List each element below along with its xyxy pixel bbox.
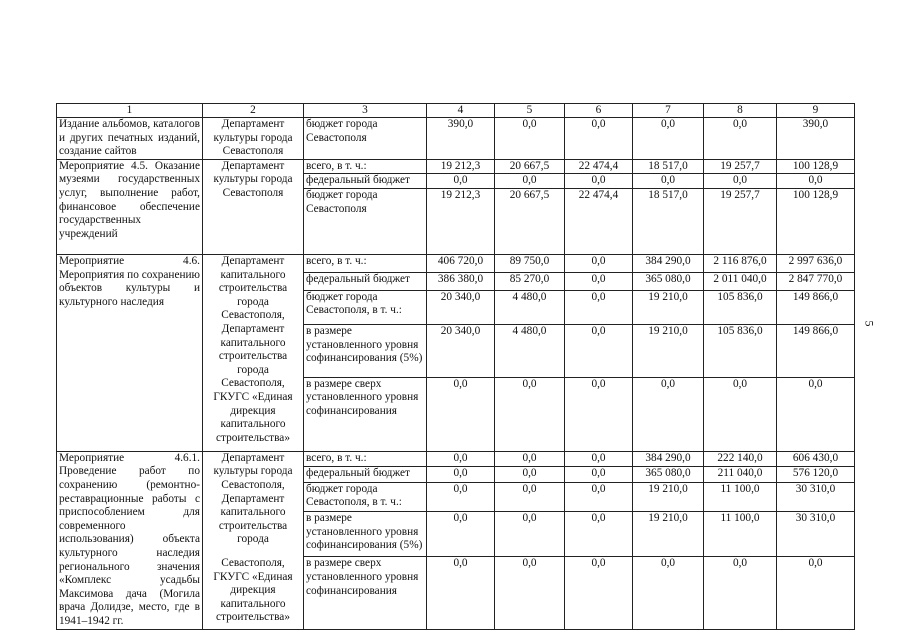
amount-cell: 0,0 xyxy=(565,482,633,512)
measure-name: Издание альбомов, каталогов и других печатных изданий, создание сайтов xyxy=(57,118,203,160)
amount-cell: 0,0 xyxy=(704,377,777,451)
amount-cell: 19 212,3 xyxy=(427,159,495,174)
amount-cell: 22 474,4 xyxy=(565,159,633,174)
amount-cell: 0,0 xyxy=(565,118,633,160)
amount-cell: 100 128,9 xyxy=(777,188,855,254)
amount-cell: 0,0 xyxy=(777,377,855,451)
header-row xyxy=(57,104,855,118)
amount-cell: 0,0 xyxy=(427,557,495,629)
amount-cell: 19 210,0 xyxy=(633,290,704,324)
funding-source: бюджет города Севастополя xyxy=(304,188,427,254)
amount-cell: 20 667,5 xyxy=(495,159,565,174)
amount-cell: 149 866,0 xyxy=(777,290,855,324)
executor: Севастополя, ГКУГС «Единая дирекция капитального строительства» xyxy=(203,557,304,629)
amount-cell: 0,0 xyxy=(633,557,704,629)
amount-cell: 30 310,0 xyxy=(777,512,855,557)
funding-source: бюджет города Севастополя, в т. ч.: xyxy=(304,482,427,512)
funding-source: бюджет города Севастополя xyxy=(304,118,427,160)
amount-cell: 0,0 xyxy=(777,174,855,189)
funding-source: федеральный бюджет xyxy=(304,272,427,290)
executor: Севастополя, ГКУГС «Единая дирекция капитального строительства» xyxy=(203,377,304,451)
amount-cell: 4 480,0 xyxy=(495,290,565,324)
amount-cell: 386 380,0 xyxy=(427,272,495,290)
amount-cell: 0,0 xyxy=(565,512,633,557)
column-header-7: 7 xyxy=(633,104,704,118)
funding-source: в размере сверх установленного уровня софинансирования xyxy=(304,377,427,451)
column-header-3: 3 xyxy=(304,104,427,118)
amount-cell: 0,0 xyxy=(495,512,565,557)
amount-cell: 384 290,0 xyxy=(633,254,704,272)
amount-cell: 0,0 xyxy=(777,557,855,629)
amount-cell: 0,0 xyxy=(427,467,495,482)
amount-cell: 0,0 xyxy=(495,467,565,482)
amount-cell: 0,0 xyxy=(633,118,704,160)
amount-cell: 0,0 xyxy=(565,254,633,272)
executor: Департамент культуры города Севастополя, Департамент капитального строительства города xyxy=(203,451,304,557)
measure-name: Мероприятие 4.6. Мероприятия по сохранению объектов культуры и культурного наследия xyxy=(57,254,203,451)
amount-cell: 2 847 770,0 xyxy=(777,272,855,290)
executor: Департамент капитального строительства города Севастополя, Департамент капитального строительства города xyxy=(203,254,304,377)
amount-cell: 365 080,0 xyxy=(633,272,704,290)
amount-cell: 105 836,0 xyxy=(704,325,777,378)
amount-cell: 20 340,0 xyxy=(427,290,495,324)
column-header-6: 6 xyxy=(565,104,633,118)
amount-cell: 0,0 xyxy=(427,451,495,466)
amount-cell: 390,0 xyxy=(777,118,855,160)
amount-cell: 0,0 xyxy=(495,174,565,189)
measure-name: Мероприятие 4.5. Оказание музеями государственных услуг, выполнение работ, финансовое обеспечение государственных учреждений xyxy=(57,159,203,254)
amount-cell: 19 210,0 xyxy=(633,325,704,378)
table-row xyxy=(57,159,855,174)
amount-cell: 0,0 xyxy=(565,325,633,378)
amount-cell: 149 866,0 xyxy=(777,325,855,378)
amount-cell: 2 116 876,0 xyxy=(704,254,777,272)
program-table-page xyxy=(56,103,854,630)
amount-cell: 30 310,0 xyxy=(777,482,855,512)
amount-cell: 2 011 040,0 xyxy=(704,272,777,290)
funding-source: федеральный бюджет xyxy=(304,174,427,189)
column-header-8: 8 xyxy=(704,104,777,118)
amount-cell: 0,0 xyxy=(565,557,633,629)
amount-cell: 0,0 xyxy=(495,557,565,629)
amount-cell: 0,0 xyxy=(565,377,633,451)
amount-cell: 85 270,0 xyxy=(495,272,565,290)
amount-cell: 390,0 xyxy=(427,118,495,160)
amount-cell: 11 100,0 xyxy=(704,482,777,512)
measure-name: Мероприятие 4.6.1. Проведение работ по сохранению (ремонтно-реставрационные работы с приспособлением для современного использования) объекта культурного наследия регионального значения «Комплекс усадьбы Максимова дача (Могила врача Долидзе, место, где в 1941–1942 гг. xyxy=(57,451,203,629)
funding-source: в размере установленного уровня софинансирования (5%) xyxy=(304,325,427,378)
amount-cell: 19 212,3 xyxy=(427,188,495,254)
column-header-9: 9 xyxy=(777,104,855,118)
funding-source: в размере сверх установленного уровня софинансирования xyxy=(304,557,427,629)
table-row xyxy=(57,118,855,160)
funding-source: всего, в т. ч.: xyxy=(304,159,427,174)
amount-cell: 365 080,0 xyxy=(633,467,704,482)
amount-cell: 18 517,0 xyxy=(633,159,704,174)
amount-cell: 0,0 xyxy=(704,174,777,189)
amount-cell: 105 836,0 xyxy=(704,290,777,324)
amount-cell: 0,0 xyxy=(495,377,565,451)
executor: Департамент культуры города Севастополя xyxy=(203,118,304,160)
amount-cell: 211 040,0 xyxy=(704,467,777,482)
amount-cell: 19 210,0 xyxy=(633,482,704,512)
funding-source: в размере установленного уровня софинансирования (5%) xyxy=(304,512,427,557)
amount-cell: 100 128,9 xyxy=(777,159,855,174)
funding-source: всего, в т. ч.: xyxy=(304,451,427,466)
amount-cell: 576 120,0 xyxy=(777,467,855,482)
funding-table xyxy=(56,103,855,630)
amount-cell: 2 997 636,0 xyxy=(777,254,855,272)
amount-cell: 0,0 xyxy=(495,482,565,512)
amount-cell: 19 210,0 xyxy=(633,512,704,557)
amount-cell: 22 474,4 xyxy=(565,188,633,254)
column-header-2: 2 xyxy=(203,104,304,118)
amount-cell: 0,0 xyxy=(427,377,495,451)
amount-cell: 0,0 xyxy=(565,174,633,189)
amount-cell: 20 667,5 xyxy=(495,188,565,254)
amount-cell: 4 480,0 xyxy=(495,325,565,378)
table-row xyxy=(57,451,855,466)
amount-cell: 0,0 xyxy=(565,290,633,324)
amount-cell: 19 257,7 xyxy=(704,188,777,254)
amount-cell: 20 340,0 xyxy=(427,325,495,378)
amount-cell: 19 257,7 xyxy=(704,159,777,174)
amount-cell: 384 290,0 xyxy=(633,451,704,466)
amount-cell: 0,0 xyxy=(565,272,633,290)
amount-cell: 0,0 xyxy=(704,118,777,160)
column-header-5: 5 xyxy=(495,104,565,118)
amount-cell: 0,0 xyxy=(633,174,704,189)
funding-source: всего, в т. ч.: xyxy=(304,254,427,272)
amount-cell: 0,0 xyxy=(427,512,495,557)
amount-cell: 11 100,0 xyxy=(704,512,777,557)
amount-cell: 0,0 xyxy=(427,174,495,189)
funding-source: федеральный бюджет xyxy=(304,467,427,482)
amount-cell: 0,0 xyxy=(565,467,633,482)
amount-cell: 606 430,0 xyxy=(777,451,855,466)
column-header-1: 1 xyxy=(57,104,203,118)
page-number: 5 xyxy=(862,320,877,327)
amount-cell: 0,0 xyxy=(565,451,633,466)
amount-cell: 18 517,0 xyxy=(633,188,704,254)
amount-cell: 0,0 xyxy=(427,482,495,512)
amount-cell: 0,0 xyxy=(495,118,565,160)
amount-cell: 0,0 xyxy=(495,451,565,466)
funding-source: бюджет города Севастополя, в т. ч.: xyxy=(304,290,427,324)
table-row xyxy=(57,254,855,272)
column-header-4: 4 xyxy=(427,104,495,118)
amount-cell: 222 140,0 xyxy=(704,451,777,466)
amount-cell: 0,0 xyxy=(704,557,777,629)
executor: Департамент культуры города Севастополя xyxy=(203,159,304,254)
amount-cell: 89 750,0 xyxy=(495,254,565,272)
amount-cell: 0,0 xyxy=(633,377,704,451)
amount-cell: 406 720,0 xyxy=(427,254,495,272)
